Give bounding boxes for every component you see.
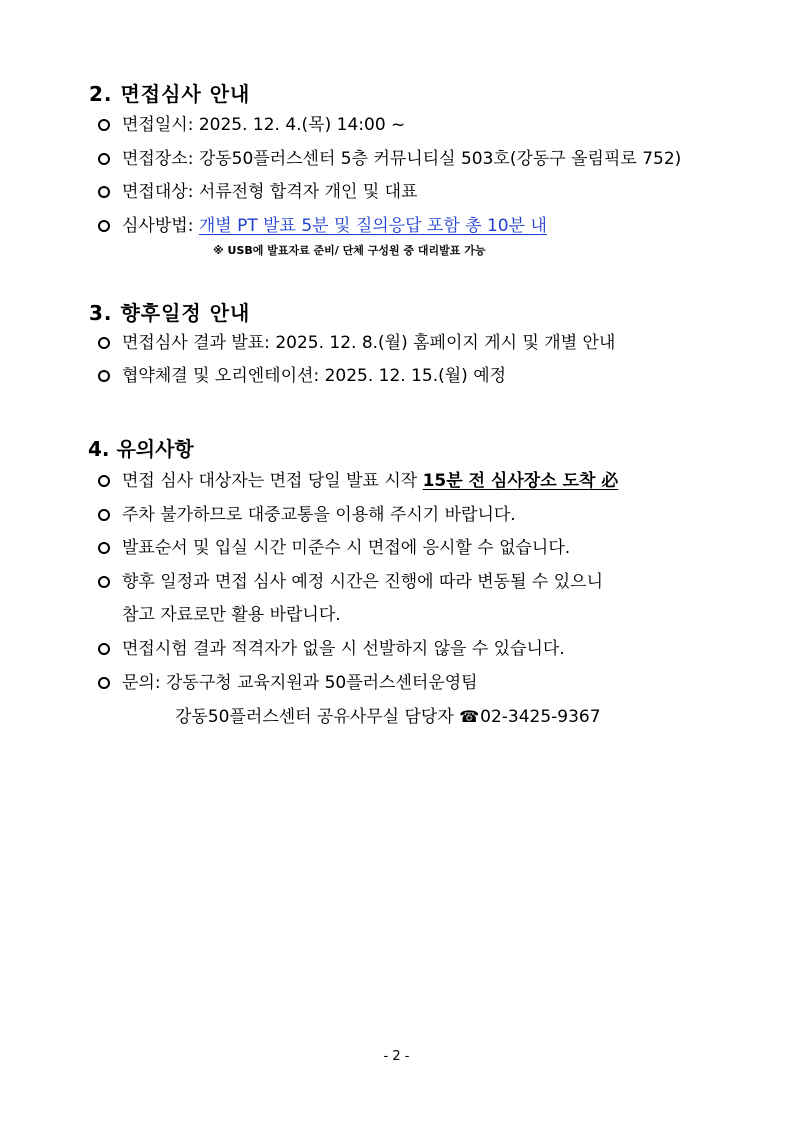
bullet-icon bbox=[98, 220, 110, 232]
page-number: - 2 - bbox=[383, 1049, 410, 1064]
section-title-notes: 4. 유의사항 bbox=[88, 437, 194, 461]
review-method-link[interactable]: 개별 PT 발표 5분 및 질의응답 포함 총 10분 내 bbox=[198, 216, 547, 236]
phone-icon: ☎ bbox=[459, 707, 480, 726]
bullet-icon bbox=[98, 153, 110, 165]
contact-phone-number: 02-3425-9367 bbox=[480, 707, 601, 727]
bullet-icon bbox=[98, 370, 110, 382]
bullet-icon bbox=[98, 509, 110, 521]
list-item-order-notice: 발표순서 및 입실 시간 미준수 시 면접에 응시할 수 없습니다. bbox=[98, 537, 570, 559]
list-item-schedule-change-notice: 향후 일정과 면접 심사 예정 시간은 진행에 따라 변동될 수 있으니 bbox=[98, 571, 603, 593]
arrival-emphasis: 15분 전 심사장소 도착 必 bbox=[422, 471, 619, 491]
list-item-no-qualified-notice: 면접시험 결과 적격자가 없을 시 선발하지 않을 수 있습니다. bbox=[98, 638, 565, 660]
review-method-note: ※ USB에 발표자료 준비/ 단체 구성원 중 대리발표 가능 bbox=[213, 244, 486, 257]
section-title-schedule: 3. 향후일정 안내 bbox=[89, 301, 251, 325]
list-item-review-method: 심사방법: 개별 PT 발표 5분 및 질의응답 포함 총 10분 내 bbox=[98, 215, 547, 237]
bullet-icon bbox=[98, 677, 110, 689]
contact-details: 강동50플러스센터 공유사무실 담당자 ☎02-3425-9367 bbox=[175, 707, 601, 727]
bullet-icon bbox=[98, 576, 110, 588]
section-title-interview: 2. 면접심사 안내 bbox=[89, 82, 251, 106]
bullet-icon bbox=[98, 475, 110, 487]
bullet-icon bbox=[98, 119, 110, 131]
bullet-icon bbox=[98, 186, 110, 198]
schedule-change-notice-continued: 참고 자료로만 활용 바랍니다. bbox=[122, 605, 341, 625]
bullet-icon bbox=[98, 542, 110, 554]
list-item-interview-target: 면접대상: 서류전형 합격자 개인 및 대표 bbox=[98, 181, 418, 203]
bullet-icon bbox=[98, 337, 110, 349]
list-item-interview-datetime: 면접일시: 2025. 12. 4.(목) 14:00 ~ bbox=[98, 114, 405, 136]
list-item-parking-notice: 주차 불가하므로 대중교통을 이용해 주시기 바랍니다. bbox=[98, 504, 516, 526]
bullet-icon bbox=[98, 643, 110, 655]
list-item-result-announcement: 면접심사 결과 발표: 2025. 12. 8.(월) 홈페이지 게시 및 개별 안내 bbox=[98, 332, 615, 354]
list-item-contact: 문의: 강동구청 교육지원과 50플러스센터운영팀 bbox=[98, 672, 478, 694]
list-item-arrival-notice: 면접 심사 대상자는 면접 당일 발표 시작 15분 전 심사장소 도착 必 bbox=[98, 470, 618, 492]
list-item-agreement-orientation: 협약체결 및 오리엔테이션: 2025. 12. 15.(월) 예정 bbox=[98, 365, 506, 387]
list-item-interview-location: 면접장소: 강동50플러스센터 5층 커뮤니티실 503호(강동구 올림픽로 752) bbox=[98, 148, 681, 170]
